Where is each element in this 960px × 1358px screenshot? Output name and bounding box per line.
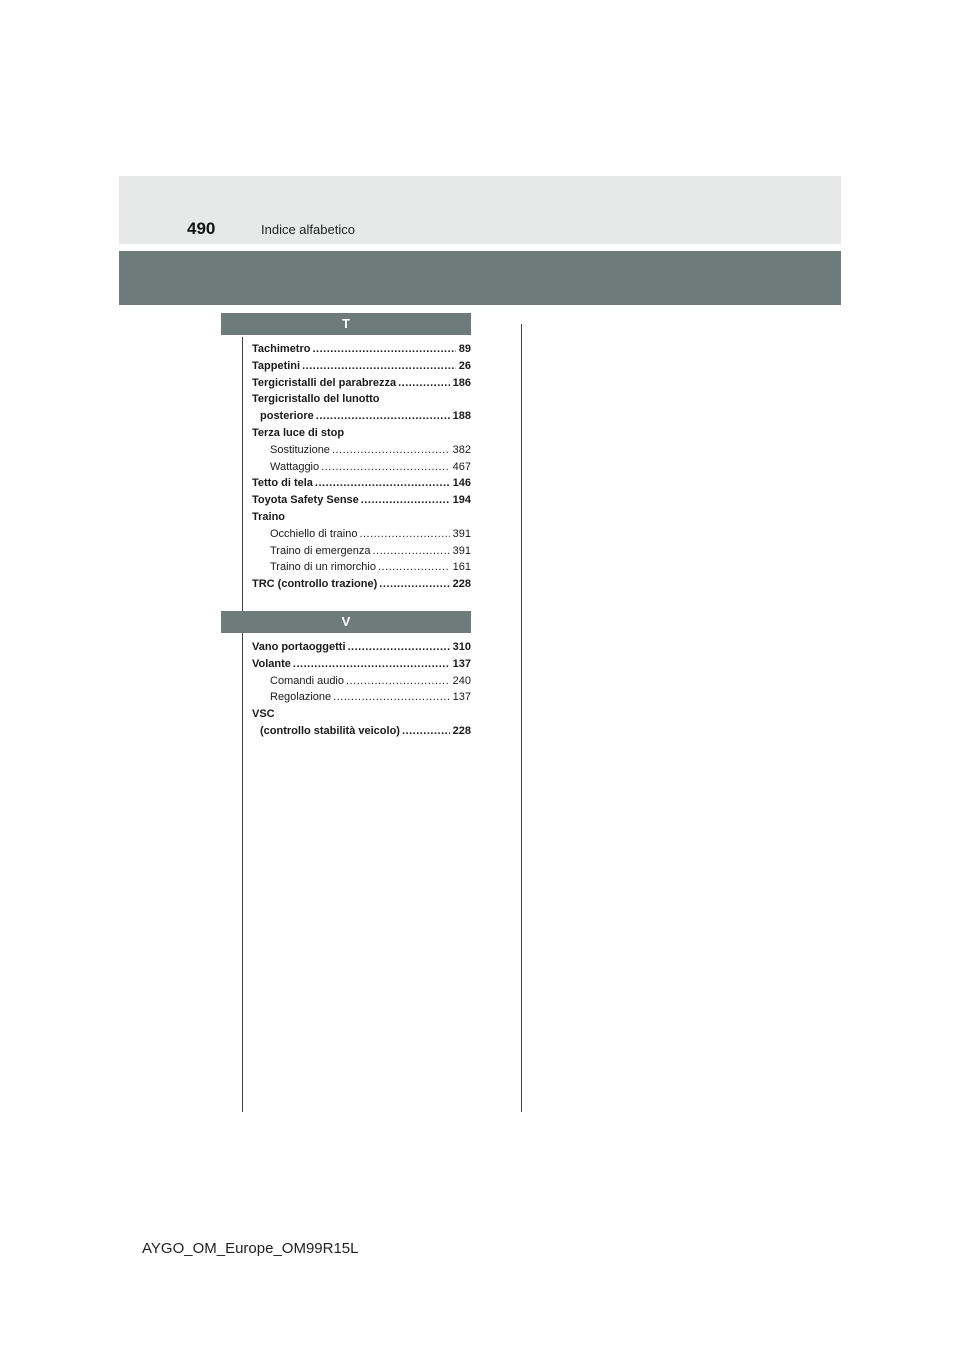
index-subentry: Occhiello di traino ..... 391 [252, 526, 471, 543]
index-entry: Tetto di tela ..... 146 [252, 475, 471, 492]
entries-v [252, 639, 471, 740]
index-entry: posteriore ..... 188 [252, 408, 471, 425]
index-subentry: Wattaggio ..... 467 [252, 459, 471, 476]
header-dark-band [119, 251, 841, 305]
index-entry: Tappetini ..... 26 [252, 358, 471, 375]
index-entry: Traino [252, 510, 286, 523]
index-subentry: Traino di emergenza ..... 391 [252, 543, 471, 560]
index-entry: (controllo stabilità veicolo) ..... 228 [252, 723, 471, 740]
index-entry: Terza luce di stop [252, 426, 345, 439]
index-entry: Tergicristallo del lunotto [252, 393, 380, 406]
section-letter-t: T [221, 313, 471, 335]
index-entry: Tergicristalli del parabrezza ..... 186 [252, 375, 471, 392]
header-band [119, 176, 841, 244]
section-letter-v: V [221, 611, 471, 633]
column-rule-middle [521, 324, 522, 1112]
index-subentry: Traino di un rimorchio ..... 161 [252, 559, 471, 576]
index-subentry: Sostituzione ..... 382 [252, 442, 471, 459]
index-entry: Tachimetro ..... 89 [252, 341, 471, 358]
index-section-t [221, 313, 471, 593]
index-entry: VSC [252, 708, 275, 721]
page-number: 490 [187, 219, 216, 238]
index-entry: Vano portaoggetti ..... 310 [252, 639, 471, 656]
index-subentry: Comandi audio ..... 240 [252, 673, 471, 690]
index-entry: Volante ..... 137 [252, 656, 471, 673]
document-code: AYGO_OM_Europe_OM99R15L [142, 1240, 359, 1257]
index-entry: Toyota Safety Sense ..... 194 [252, 492, 471, 509]
index-section-v [221, 611, 471, 740]
index-entry: TRC (controllo trazione) ..... 228 [252, 576, 471, 593]
header-title: Indice alfabetico [261, 222, 355, 237]
index-subentry: Regolazione ..... 137 [252, 689, 471, 706]
entries-t [252, 341, 471, 593]
